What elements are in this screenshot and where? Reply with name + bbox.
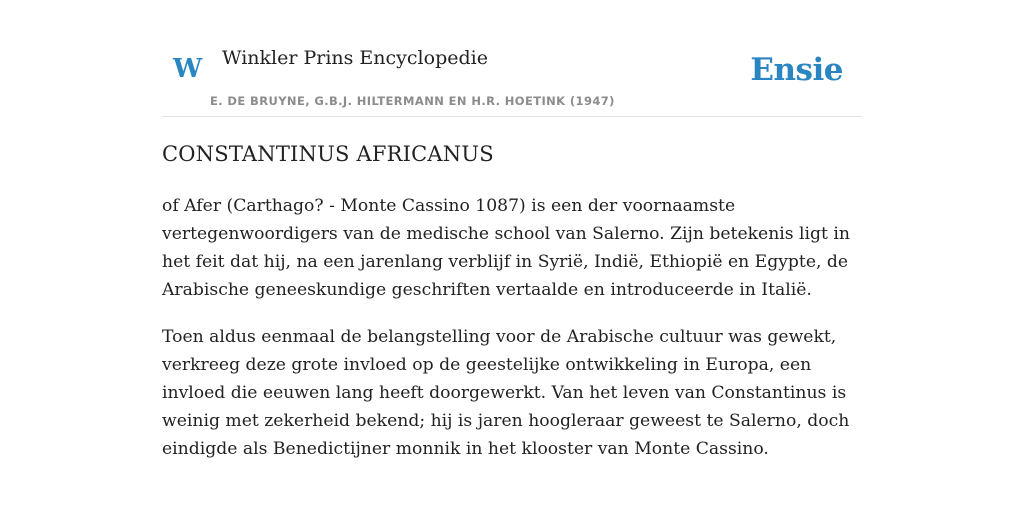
article-paragraph-1: of Afer (Carthago? - Monte Cassino 1087) is een der voornaamste vertegenwoordigers van de medische school van Salerno. Zijn betekenis ligt in het feit dat hij, na een jarenlang verblijf in Syrië, Indië, Ethiopië en Egypte, de Arabische geneeskundige geschriften vertaalde en introduceerde in Italië. (162, 196, 850, 300)
publication-title[interactable]: Winkler Prins Encyclopedie (222, 47, 488, 69)
article-paragraph-2: Toen aldus eenmaal de belangstelling voor de Arabische cultuur was gewekt, verkreeg deze grote invloed op de geestelijke ontwikkeling in Europa, een invloed die eeuwen lang heeft doorgewerkt. Van het leven van Constantinus is weinig met zekerheid bekend; hij is jaren hoogleraar geweest te Salerno, doch eindigde als Benedictijner monnik in het klooster van Monte Cassino. (162, 327, 850, 459)
article (162, 138, 862, 482)
ensie-logo-link[interactable]: Ensie (750, 52, 843, 88)
publication-authors: E. DE BRUYNE, G.B.J. HILTERMANN EN H.R. HOETINK (1947) (210, 94, 615, 108)
article-title: CONSTANTINUS AFRICANUS (162, 142, 494, 166)
publication-logo[interactable]: W (173, 54, 203, 84)
header (162, 0, 862, 117)
